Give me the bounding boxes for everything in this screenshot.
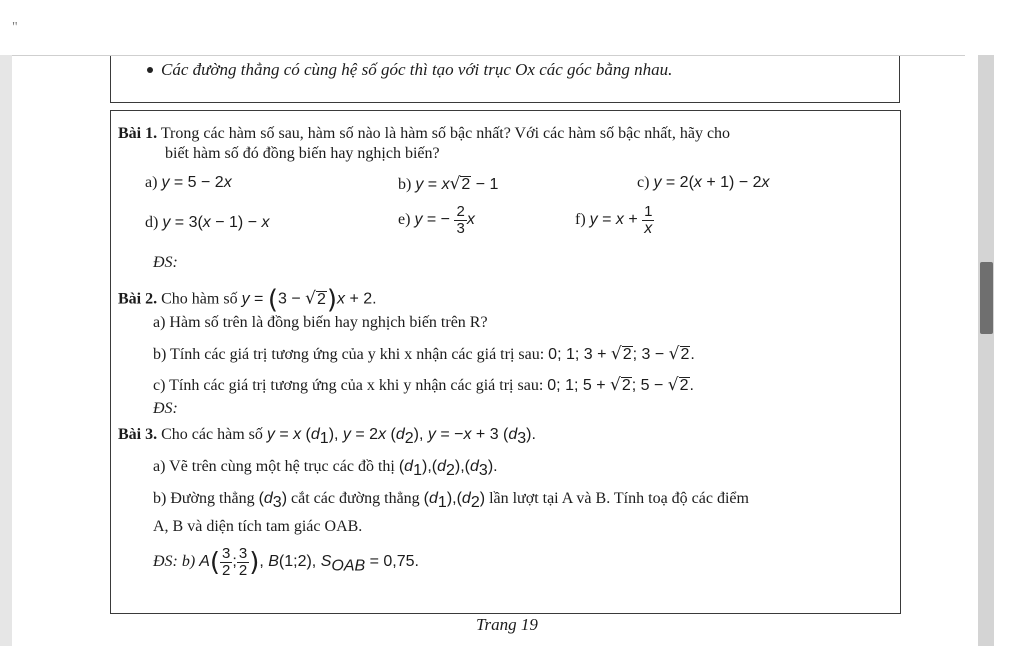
bai2-c: c) Tính các giá trị tương ứng của x khi y nhận các giá trị sau: 0; 1; 5 + √2; 5 − √2. [153, 375, 694, 395]
page-number: Trang 19 [476, 615, 538, 634]
bai1-item-a: a) y = 5 − 2x [145, 174, 232, 191]
bullet-icon [147, 67, 153, 73]
bai2-a: a) Hàm số trên là đồng biến hay nghịch biến trên R? [153, 314, 488, 331]
bai3-answer: ĐS: b) A( $\frac{3}{2}$ ; $\frac{3}{2}$ ), B(1;2), $S_{OAB} = 0,75$. [153, 545, 419, 579]
bai1-item-b: b) y = x√2 − 1 [398, 174, 499, 194]
bai3-b-line2: A, B và diện tích tam giác OAB. [153, 518, 363, 535]
bai2-b: b) Tính các giá trị tương ứng của y khi x nhận các giá trị sau: 0; 1; 3 + √2; 3 − √2. [153, 344, 695, 364]
bai1-item-d: d) y = 3(x − 1) − x [145, 214, 270, 231]
bai3-a: a) Vẽ trên cùng một hệ trục các đồ thị $(d_1),(d_2),(d_3)$. [153, 458, 498, 480]
scrollbar-thumb[interactable] [980, 262, 993, 334]
bai1-item-f: f) y = x + $\frac{1}{x}$ [575, 203, 653, 237]
bai3-line: Bài 3. Cho các hàm số y = x $(d_1)$, y = 2x $(d_2)$, y = −x + 3 $(d_3)$. [118, 426, 536, 448]
bai2-title: Bài 2. [118, 290, 158, 308]
bai1-item-c: c) y = 2(x + 1) − 2x [637, 174, 770, 191]
note-text [161, 60, 672, 80]
bai2-line: Bài 2. Cho hàm số y = (3 − √2)x + 2. [118, 285, 377, 315]
bai1-line1 [118, 125, 730, 143]
note-content: Các đường thẳng có cùng hệ số góc thì tạo với trục Ox các góc bằng nhau. [161, 60, 673, 79]
left-gutter [0, 55, 12, 646]
bai1-title: Bài 1. [118, 125, 158, 142]
bai3-title: Bài 3. [118, 426, 158, 443]
exercise-box [110, 110, 901, 614]
vertical-scrollbar[interactable] [978, 55, 994, 646]
bai2-answer: ĐS: [153, 400, 178, 417]
bai1-text1: Trong các hàm số sau, hàm số nào là hàm số bậc nhất? Với các hàm số bậc nhất, hãy cho [160, 125, 731, 142]
bai3-b: b) Đường thẳng $(d_3)$ cắt các đường thẳng $(d_1),(d_2)$ lần lượt tại A và B. Tính toạ độ các điểm [153, 490, 749, 512]
stray-quote-mark: " [12, 20, 18, 35]
document-page [12, 55, 965, 647]
bai1-line2: biết hàm số đó đồng biến hay nghịch biến? [165, 145, 440, 162]
note-box [110, 56, 900, 103]
bai1-item-e: e) y = − $\frac{2}{3}$ x [398, 203, 475, 237]
bai1-answer: ĐS: [153, 254, 178, 271]
